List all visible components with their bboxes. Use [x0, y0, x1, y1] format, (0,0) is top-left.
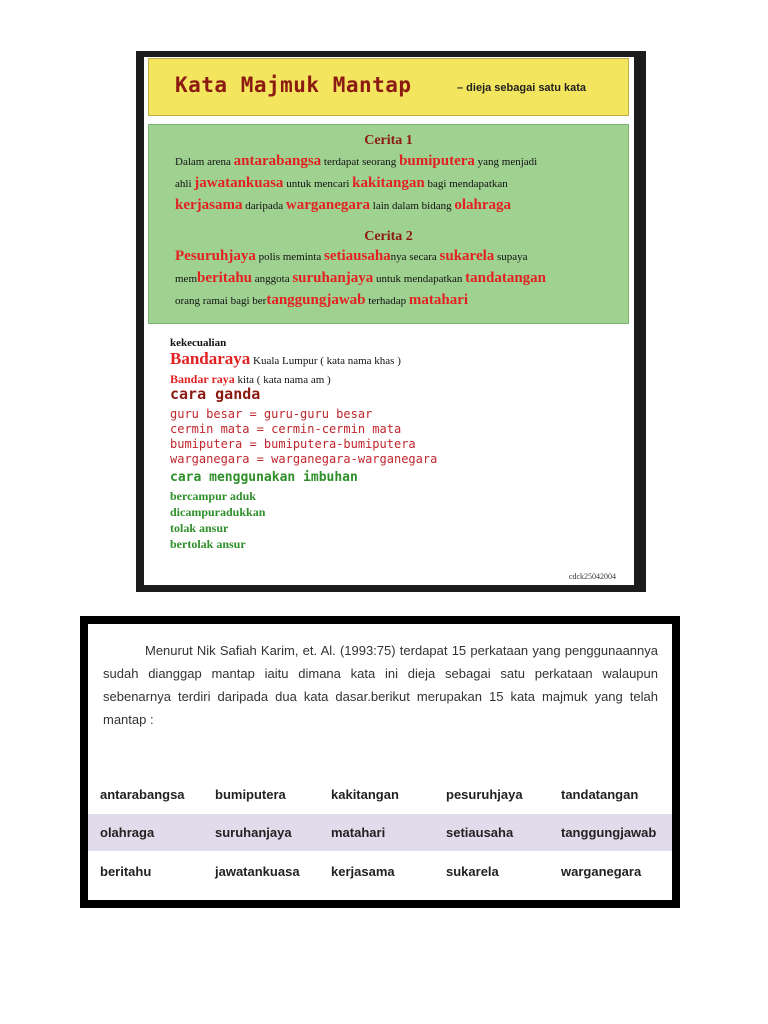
- cara-ganda-heading: cara ganda: [170, 385, 261, 403]
- story-text: anggota: [252, 273, 293, 285]
- story1-heading: Cerita 1: [364, 133, 413, 148]
- word-cell: pesuruhjaya: [446, 787, 523, 802]
- word-row: [88, 853, 672, 890]
- story-text: bagi mendapatkan: [424, 178, 508, 190]
- imbuhan-example: dicampuradukkan: [170, 505, 266, 519]
- story1-line3: [175, 197, 511, 214]
- card-title: Kata Majmuk Mantap: [175, 73, 412, 97]
- story-text: untuk mendapatkan: [373, 273, 466, 285]
- story2-line2: [175, 270, 546, 287]
- ganda-example: cermin mata = cermin-cermin mata: [170, 422, 402, 436]
- word-cell: bumiputera: [215, 787, 286, 802]
- intro-paragraph: [103, 639, 658, 731]
- word-cell: matahari: [331, 825, 386, 840]
- title-banner: [148, 58, 629, 116]
- word-cell: olahraga: [100, 825, 155, 840]
- story2-line3: [175, 292, 468, 309]
- quote-box-border: [85, 621, 675, 903]
- highlighted-word: beritahu: [197, 270, 253, 286]
- ganda-example: bumiputera = bumiputera-bumiputera: [170, 437, 416, 451]
- highlighted-word: bumiputera: [399, 153, 475, 169]
- story-text: untuk mencari: [283, 178, 353, 190]
- story-text: terhadap: [365, 295, 409, 307]
- story1-line1: [175, 153, 537, 170]
- bandar-raya-note: kita ( kata nama am ): [234, 374, 331, 386]
- story1-line2: [175, 175, 508, 192]
- story-text: mem: [175, 273, 197, 285]
- imbuhan-example: tolak ansur: [170, 521, 229, 535]
- word-cell: kerjasama: [331, 864, 395, 879]
- story2-heading: Cerita 2: [364, 229, 413, 244]
- bandaraya-note: Kuala Lumpur ( kata nama khas ): [250, 355, 401, 367]
- highlighted-word: tanggungjawab: [266, 292, 366, 308]
- word-cell: warganegara: [561, 864, 642, 879]
- highlighted-word: antarabangsa: [233, 153, 322, 169]
- story-text: terdapat seorang: [321, 156, 400, 168]
- highlighted-word: warganegara: [285, 197, 371, 213]
- highlighted-word: suruhanjaya: [292, 270, 374, 286]
- imbuhan-example: bertolak ansur: [170, 537, 246, 551]
- document-code: cdck25042004: [568, 572, 616, 581]
- cara-imbuhan-heading: cara menggunakan imbuhan: [170, 470, 358, 485]
- story-text: yang menjadi: [474, 156, 538, 168]
- story-text: polis meminta: [255, 251, 324, 263]
- highlighted-word: kakitangan: [352, 175, 425, 191]
- word-cell: tandatangan: [561, 787, 639, 802]
- word-cell: kakitangan: [331, 787, 399, 802]
- word-row: [88, 776, 672, 813]
- intro-text: Menurut Nik Safiah Karim, et. Al. (1993:75) terdapat 15 perkataan yang penggunaannya sudah dianggap mantap iaitu dimana kata ini dieja sebagai satu perkataan walaupun sebenarnya terdiri daripada dua kata dasar.berikut merupakan 15 kata majmuk yang telah mantap :: [103, 643, 658, 727]
- word-cell: jawatankuasa: [215, 864, 300, 879]
- highlighted-word: jawatankuasa: [194, 175, 284, 191]
- story-panel: [148, 124, 629, 324]
- story-text: Dalam arena: [175, 156, 234, 168]
- quote-box: [80, 616, 680, 908]
- word-cell: suruhanjaya: [215, 825, 292, 840]
- highlighted-word: sukarela: [439, 248, 495, 264]
- story-text: ahli: [175, 178, 195, 190]
- scanned-card: [144, 57, 634, 585]
- story-text: daripada: [242, 200, 286, 212]
- scanned-image: [136, 51, 646, 592]
- word-cell: setiausaha: [446, 825, 514, 840]
- quote-box-content: [88, 624, 672, 900]
- highlighted-word: olahraga: [454, 197, 512, 213]
- highlighted-word: Pesuruhjaya: [175, 248, 256, 264]
- story-text: lain dalam bidang: [370, 200, 455, 212]
- story2-line1: [175, 248, 528, 265]
- highlighted-word: kerjasama: [175, 197, 243, 213]
- bandaraya-line: [170, 349, 401, 369]
- word-cell: beritahu: [100, 864, 152, 879]
- word-cell: tanggungjawab: [561, 825, 657, 840]
- imbuhan-example: bercampur aduk: [170, 489, 256, 503]
- highlighted-word: tandatangan: [465, 270, 547, 286]
- word-row: [88, 814, 672, 851]
- ganda-example: guru besar = guru-guru besar: [170, 407, 373, 421]
- story-text: orang ramai bagi ber: [175, 295, 267, 307]
- story-text: supaya: [494, 251, 528, 263]
- highlighted-word: setiausaha: [323, 248, 391, 264]
- word-cell: antarabangsa: [100, 787, 185, 802]
- word-cell: sukarela: [446, 864, 499, 879]
- card-subtitle: – dieja sebagai satu kata: [457, 82, 587, 94]
- story-text: nya secara: [390, 251, 440, 263]
- highlighted-word: matahari: [408, 292, 469, 308]
- ganda-example: warganegara = warganegara-warganegara: [170, 452, 438, 466]
- exceptions-heading: kekecualian: [170, 337, 227, 349]
- bandaraya-word: Bandaraya: [170, 349, 251, 368]
- bandar-raya-word: Bandar raya: [170, 372, 235, 386]
